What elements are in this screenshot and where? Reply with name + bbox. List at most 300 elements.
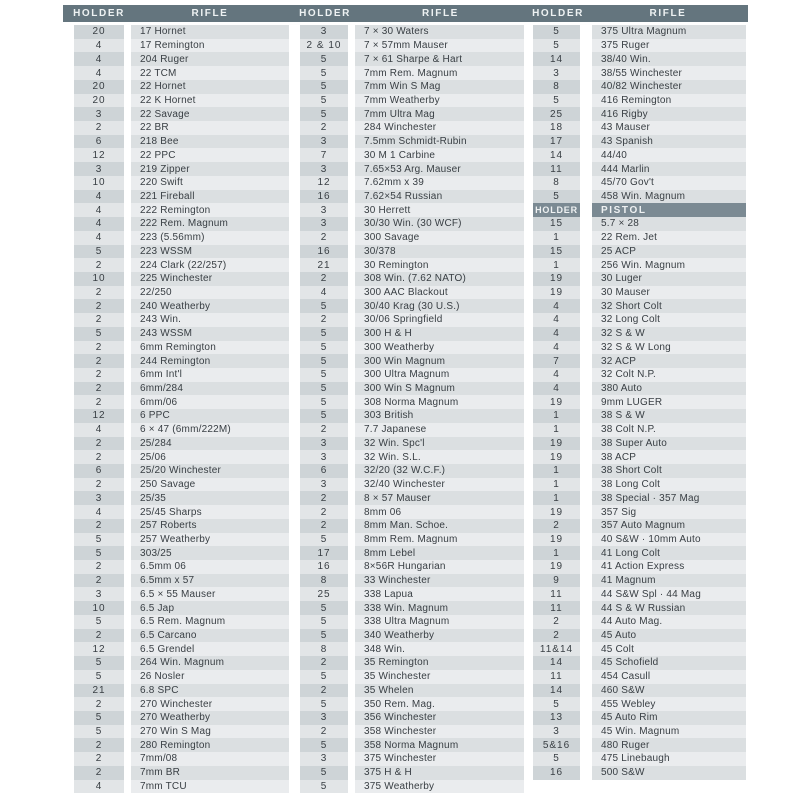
cell-gap	[580, 135, 592, 149]
cell-gap	[580, 148, 592, 162]
holder-count: 14	[533, 52, 580, 66]
cartridge-name: 40/82 Winchester	[592, 80, 746, 94]
table-row	[533, 52, 746, 66]
holder-count: 4	[300, 286, 348, 300]
holder-count: 3	[300, 135, 348, 149]
holder-count: 2	[300, 519, 348, 533]
holder-count: 5	[533, 94, 580, 108]
table-row	[74, 615, 289, 629]
holder-count: 3	[74, 107, 124, 121]
cartridge-name: 45 Colt	[592, 642, 746, 656]
table-row	[74, 450, 289, 464]
cell-gap	[124, 711, 131, 725]
cell-gap	[580, 286, 592, 300]
holder-count: 5	[300, 615, 348, 629]
cartridge-name: 284 Winchester	[355, 121, 524, 135]
table-row	[300, 409, 524, 423]
cell-gap	[580, 409, 592, 423]
cartridge-name: 357 Auto Magnum	[592, 519, 746, 533]
cartridge-name: 41 Magnum	[592, 574, 746, 588]
cartridge-name: 43 Mauser	[592, 121, 746, 135]
table-row	[300, 121, 524, 135]
table-row	[74, 382, 289, 396]
holder-count: 5	[300, 629, 348, 643]
cell-gap	[124, 368, 131, 382]
cell-gap	[124, 505, 131, 519]
cell-gap	[124, 80, 131, 94]
table-row	[533, 368, 746, 382]
cell-gap	[124, 272, 131, 286]
cell-gap	[580, 642, 592, 656]
table-row	[533, 697, 746, 711]
cell-gap	[124, 560, 131, 574]
cell-gap	[124, 587, 131, 601]
table-row	[74, 80, 289, 94]
table-row	[300, 25, 524, 39]
holder-count: 2	[300, 725, 348, 739]
cartridge-name: 22 PPC	[131, 148, 289, 162]
cell-gap	[124, 464, 131, 478]
cell-gap	[348, 203, 355, 217]
cell-gap	[580, 107, 592, 121]
holder-count: 19	[533, 505, 580, 519]
holder-count: 11	[533, 587, 580, 601]
table-row	[533, 121, 746, 135]
holder-count: 7	[300, 148, 348, 162]
table-row	[533, 629, 746, 643]
table-row	[300, 341, 524, 355]
holder-count: 4	[74, 423, 124, 437]
cartridge-name: 22 Hornet	[131, 80, 289, 94]
table-row	[533, 670, 746, 684]
cartridge-name: 8mm 06	[355, 505, 524, 519]
holder-count: 5	[300, 354, 348, 368]
holder-count: 1	[533, 464, 580, 478]
holder-count: 4	[74, 780, 124, 794]
cell-gap	[580, 203, 592, 217]
holder-count: 5	[74, 670, 124, 684]
holder-count: 4	[74, 66, 124, 80]
cell-gap	[580, 25, 592, 39]
cell-gap	[580, 299, 592, 313]
holder-count: 11	[533, 601, 580, 615]
table-row	[300, 546, 524, 560]
cartridge-name: 338 Ultra Magnum	[355, 615, 524, 629]
holder-count: 20	[74, 25, 124, 39]
cell-gap	[124, 615, 131, 629]
cell-gap	[124, 629, 131, 643]
table-row	[300, 587, 524, 601]
holder-count: 4	[74, 39, 124, 53]
table-row	[300, 66, 524, 80]
cartridge-name: 356 Winchester	[355, 711, 524, 725]
cartridge-name: 22 TCM	[131, 66, 289, 80]
table-row	[533, 39, 746, 53]
table-row	[533, 382, 746, 396]
holder-count: 7	[533, 354, 580, 368]
cartridge-name: 7mm Ultra Mag	[355, 107, 524, 121]
cartridge-name: 7mm Win S Mag	[355, 80, 524, 94]
table-row	[74, 203, 289, 217]
table-row	[74, 217, 289, 231]
cartridge-name: 303 British	[355, 409, 524, 423]
table-row	[300, 313, 524, 327]
cell-gap	[580, 697, 592, 711]
cartridge-name: 219 Zipper	[131, 162, 289, 176]
holder-count: 16	[300, 190, 348, 204]
holder-count: 16	[533, 766, 580, 780]
cartridge-name: 6.5mm x 57	[131, 574, 289, 588]
table-row	[74, 752, 289, 766]
cell-gap	[348, 615, 355, 629]
header-group-1	[74, 5, 289, 22]
holder-count: 1	[533, 409, 580, 423]
cell-gap	[348, 395, 355, 409]
cartridge-name: 32/40 Winchester	[355, 478, 524, 492]
rifle-pistol-column-3	[533, 25, 746, 780]
cell-gap	[348, 176, 355, 190]
cartridge-name: 38 ACP	[592, 450, 746, 464]
cartridge-name: 257 Weatherby	[131, 533, 289, 547]
table-row	[74, 601, 289, 615]
table-row	[74, 505, 289, 519]
holder-count: 8	[300, 574, 348, 588]
cartridge-name: 30/30 Win. (30 WCF)	[355, 217, 524, 231]
cartridge-name: 25 ACP	[592, 245, 746, 259]
holder-count: 5	[533, 25, 580, 39]
table-row	[300, 684, 524, 698]
rifle-column-header: RIFLE	[422, 8, 459, 19]
holder-count: 8	[533, 80, 580, 94]
table-row	[300, 176, 524, 190]
cartridge-name: 44 S & W Russian	[592, 601, 746, 615]
cell-gap	[124, 313, 131, 327]
table-row	[533, 423, 746, 437]
holder-count: 4	[74, 52, 124, 66]
cartridge-name: 45 Schofield	[592, 656, 746, 670]
table-row	[300, 423, 524, 437]
holder-count: 2	[74, 697, 124, 711]
table-row	[300, 533, 524, 547]
table-row	[300, 217, 524, 231]
cell-gap	[124, 162, 131, 176]
cartridge-name: 32/20 (32 W.C.F.)	[355, 464, 524, 478]
cartridge-name: 224 Clark (22/257)	[131, 258, 289, 272]
holder-count: 10	[74, 176, 124, 190]
table-row	[533, 478, 746, 492]
cartridge-name: 38 Short Colt	[592, 464, 746, 478]
holder-count: 25	[533, 107, 580, 121]
holder-count: 3	[300, 752, 348, 766]
holder-column-header: HOLDER	[532, 8, 584, 19]
table-row	[300, 464, 524, 478]
cell-gap	[580, 423, 592, 437]
cartridge-name: 454 Casull	[592, 670, 746, 684]
table-row	[74, 423, 289, 437]
holder-count: 19	[533, 437, 580, 451]
cartridge-name: 38 S & W	[592, 409, 746, 423]
cartridge-name: 358 Norma Magnum	[355, 738, 524, 752]
table-row	[533, 587, 746, 601]
cartridge-name: 44 Auto Mag.	[592, 615, 746, 629]
cartridge-name: 6mm Int'l	[131, 368, 289, 382]
cell-gap	[348, 94, 355, 108]
table-row	[74, 231, 289, 245]
cartridge-name: 35 Remington	[355, 656, 524, 670]
table-row	[300, 450, 524, 464]
cartridge-name: 7mm BR	[131, 766, 289, 780]
cartridge-name: 7.65×53 Arg. Mauser	[355, 162, 524, 176]
cell-gap	[348, 382, 355, 396]
cartridge-name: 270 Win S Mag	[131, 725, 289, 739]
table-row	[74, 409, 289, 423]
cartridge-name: 221 Fireball	[131, 190, 289, 204]
table-row	[533, 148, 746, 162]
cell-gap	[580, 587, 592, 601]
cartridge-name: 475 Linebaugh	[592, 752, 746, 766]
table-row	[74, 39, 289, 53]
table-row	[533, 505, 746, 519]
holder-count: 5	[533, 190, 580, 204]
table-row	[533, 94, 746, 108]
cell-gap	[124, 738, 131, 752]
holder-count: 8	[300, 642, 348, 656]
cell-gap	[348, 533, 355, 547]
table-row	[300, 629, 524, 643]
holder-count: 1	[533, 491, 580, 505]
holder-count: 3	[300, 450, 348, 464]
table-row	[74, 162, 289, 176]
cell-gap	[124, 670, 131, 684]
cell-gap	[580, 437, 592, 451]
cartridge-name: 8mm Rem. Magnum	[355, 533, 524, 547]
cell-gap	[124, 203, 131, 217]
table-row	[533, 491, 746, 505]
cartridge-name: 7.62×54 Russian	[355, 190, 524, 204]
cartridge-name: 38 Super Auto	[592, 437, 746, 451]
holder-count: 4	[533, 341, 580, 355]
cell-gap	[348, 341, 355, 355]
table-row	[74, 437, 289, 451]
cell-gap	[348, 587, 355, 601]
cell-gap	[580, 629, 592, 643]
holder-count: 1	[533, 546, 580, 560]
cartridge-name: 6mm Remington	[131, 341, 289, 355]
holder-count: 5&16	[533, 738, 580, 752]
holder-count: 4	[533, 382, 580, 396]
table-row	[300, 656, 524, 670]
cartridge-name: 358 Winchester	[355, 725, 524, 739]
table-row	[74, 546, 289, 560]
cartridge-name: 416 Remington	[592, 94, 746, 108]
cell-gap	[124, 94, 131, 108]
cell-gap	[580, 121, 592, 135]
cell-gap	[124, 176, 131, 190]
cartridge-name: 240 Weatherby	[131, 299, 289, 313]
cell-gap	[348, 546, 355, 560]
cartridge-name: 32 Short Colt	[592, 299, 746, 313]
cell-gap	[348, 299, 355, 313]
cell-gap	[348, 135, 355, 149]
cartridge-name: 444 Marlin	[592, 162, 746, 176]
cell-gap	[348, 505, 355, 519]
cartridge-name: 204 Ruger	[131, 52, 289, 66]
table-row	[533, 409, 746, 423]
holder-count: 5	[74, 711, 124, 725]
cell-gap	[124, 121, 131, 135]
holder-count: 5	[300, 107, 348, 121]
holder-count: 4	[74, 203, 124, 217]
cartridge-name: 26 Nosler	[131, 670, 289, 684]
table-row	[533, 107, 746, 121]
table-row	[74, 725, 289, 739]
cell-gap	[580, 258, 592, 272]
rifle-column-2	[300, 25, 524, 793]
holder-count: 2	[74, 478, 124, 492]
cartridge-name: 416 Rigby	[592, 107, 746, 121]
cartridge-name: 9mm LUGER	[592, 395, 746, 409]
table-row	[533, 601, 746, 615]
cell-gap	[348, 697, 355, 711]
table-row	[533, 464, 746, 478]
cell-gap	[348, 327, 355, 341]
table-row	[533, 25, 746, 39]
cartridge-name: 243 WSSM	[131, 327, 289, 341]
table-row	[533, 656, 746, 670]
holder-count: 6	[74, 464, 124, 478]
holder-count: 5	[74, 533, 124, 547]
holder-count: 2	[74, 258, 124, 272]
cell-gap	[580, 450, 592, 464]
cell-gap	[124, 601, 131, 615]
holder-count: 2	[74, 574, 124, 588]
cell-gap	[124, 450, 131, 464]
holder-count: 12	[74, 148, 124, 162]
holder-count: 17	[533, 135, 580, 149]
table-row	[300, 368, 524, 382]
holder-count: 5	[300, 395, 348, 409]
holder-count: 12	[74, 409, 124, 423]
table-row	[300, 670, 524, 684]
cell-gap	[580, 752, 592, 766]
table-row	[74, 395, 289, 409]
holder-count: 5	[300, 94, 348, 108]
holder-count: 5	[74, 245, 124, 259]
cell-gap	[348, 656, 355, 670]
cell-gap	[348, 642, 355, 656]
table-row	[300, 437, 524, 451]
holder-count: 2	[74, 286, 124, 300]
cell-gap	[348, 670, 355, 684]
cell-gap	[124, 423, 131, 437]
holder-count: 14	[533, 148, 580, 162]
cell-gap	[348, 601, 355, 615]
cell-gap	[124, 354, 131, 368]
table-row	[533, 80, 746, 94]
table-row	[74, 135, 289, 149]
cartridge-name: 22/250	[131, 286, 289, 300]
cell-gap	[348, 684, 355, 698]
cartridge-name: 17 Hornet	[131, 25, 289, 39]
cartridge-name: 250 Savage	[131, 478, 289, 492]
holder-count: 18	[533, 121, 580, 135]
cell-gap	[580, 560, 592, 574]
cell-gap	[580, 217, 592, 231]
holder-count: 19	[533, 533, 580, 547]
table-row	[533, 533, 746, 547]
cartridge-name: 350 Rem. Mag.	[355, 697, 524, 711]
cell-gap	[348, 766, 355, 780]
cell-gap	[348, 148, 355, 162]
cartridge-name: 8 × 57 Mauser	[355, 491, 524, 505]
cell-gap	[580, 162, 592, 176]
holder-count: 2 & 10	[300, 39, 348, 53]
cartridge-name: 25/20 Winchester	[131, 464, 289, 478]
cartridge-name: 8mm Lebel	[355, 546, 524, 560]
holder-count: 3	[300, 217, 348, 231]
cell-gap	[124, 66, 131, 80]
holder-count: 20	[74, 80, 124, 94]
holder-count: 3	[300, 711, 348, 725]
cell-gap	[348, 491, 355, 505]
cell-gap	[124, 697, 131, 711]
cell-gap	[124, 327, 131, 341]
cell-gap	[348, 313, 355, 327]
table-row	[533, 752, 746, 766]
cell-gap	[124, 395, 131, 409]
holder-count: 5	[300, 341, 348, 355]
table-row	[533, 437, 746, 451]
cell-gap	[124, 39, 131, 53]
holder-count: 3	[300, 25, 348, 39]
cell-gap	[580, 615, 592, 629]
cartridge-name: 6mm/06	[131, 395, 289, 409]
cell-gap	[348, 519, 355, 533]
cell-gap	[580, 80, 592, 94]
cell-gap	[580, 245, 592, 259]
holder-count: 2	[74, 299, 124, 313]
holder-count: 4	[533, 313, 580, 327]
cell-gap	[348, 217, 355, 231]
holder-count: 2	[300, 505, 348, 519]
cartridge-name: 22 K Hornet	[131, 94, 289, 108]
table-row	[74, 245, 289, 259]
holder-count: 2	[74, 121, 124, 135]
table-row	[533, 231, 746, 245]
table-row	[533, 546, 746, 560]
cartridge-name: 32 S & W Long	[592, 341, 746, 355]
holder-count: 3	[300, 203, 348, 217]
cartridge-name: 348 Win.	[355, 642, 524, 656]
cell-gap	[348, 245, 355, 259]
cartridge-name: 33 Winchester	[355, 574, 524, 588]
table-row	[74, 313, 289, 327]
table-header-bar	[63, 5, 748, 22]
cartridge-name: 7.5mm Schmidt-Rubin	[355, 135, 524, 149]
cell-gap	[124, 656, 131, 670]
cartridge-name: 32 S & W	[592, 327, 746, 341]
holder-count: 5	[74, 327, 124, 341]
table-row	[300, 574, 524, 588]
cell-gap	[580, 327, 592, 341]
table-row	[300, 94, 524, 108]
holder-count: 2	[300, 423, 348, 437]
table-row	[300, 52, 524, 66]
cell-gap	[124, 148, 131, 162]
cartridge-name: 6mm/284	[131, 382, 289, 396]
cell-gap	[348, 286, 355, 300]
table-row	[300, 162, 524, 176]
